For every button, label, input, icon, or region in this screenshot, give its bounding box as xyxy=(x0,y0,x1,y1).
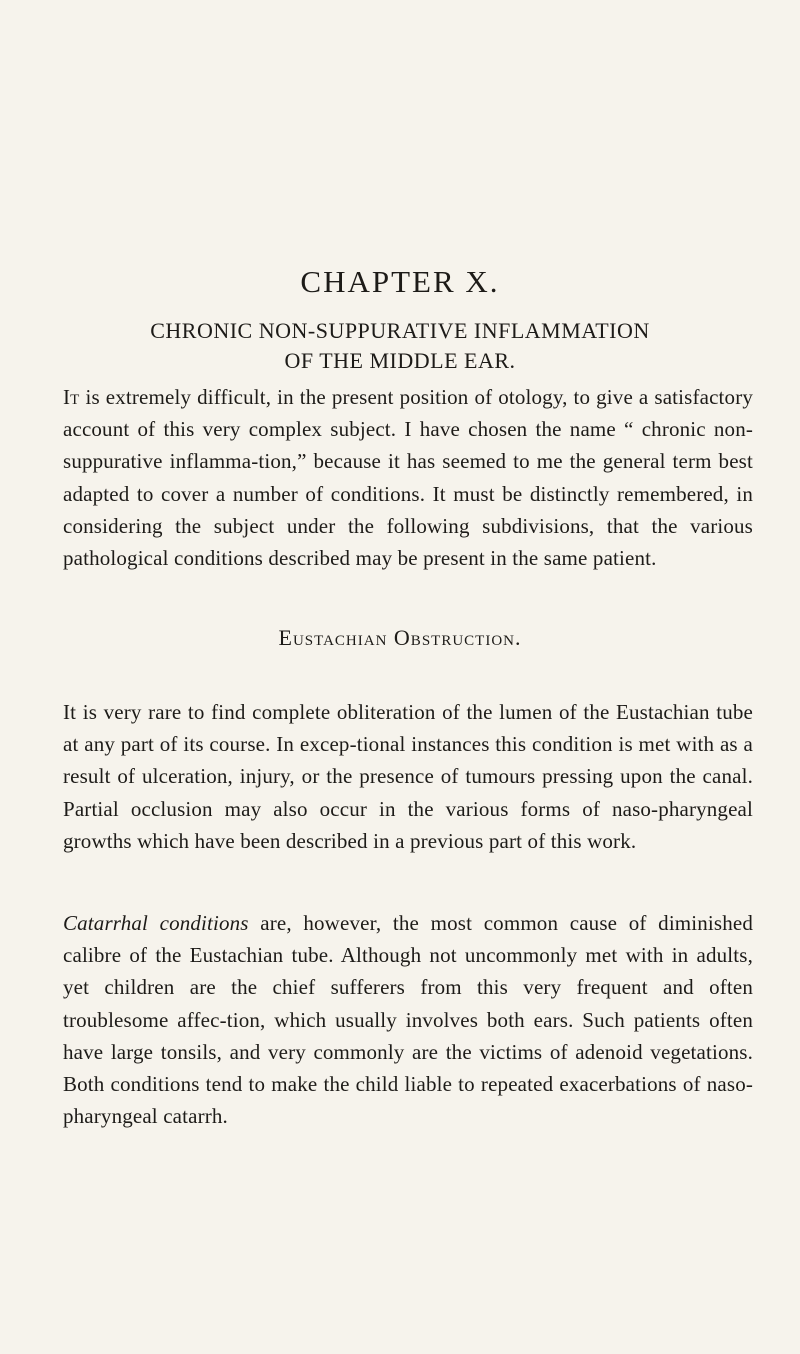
section-heading: Eustachian Obstruction. xyxy=(278,625,522,650)
intro-lead-word: It xyxy=(63,385,80,409)
chapter-title-line-2: OF THE MIDDLE EAR. xyxy=(284,348,516,373)
chapter-title xyxy=(0,316,800,376)
intro-text: is extremely difficult, in the present position of otology, to give a satisfactory account of this very complex subject. I have chosen the name “ chronic non-suppurative inflamma-tion,” because it has seemed to me the general term best adapted to cover a number of conditions. It must be distinctly remembered, in considering the subject under the following subdivisions, that the various pathological conditions described may be present in the same patient. xyxy=(63,385,753,571)
body-paragraph-2 xyxy=(63,907,753,1132)
chapter-heading: CHAPTER X. xyxy=(300,264,500,299)
intro-paragraph xyxy=(63,381,753,574)
italic-phrase: Catarrhal conditions xyxy=(63,911,249,935)
body-paragraph-2-text: are, however, the most common cause of diminished calibre of the Eustachian tube. Although not uncommonly met with in adults, yet children are the chief sufferers from this very frequent and often troublesome affec-tion, which usually involves both ears. Such patients often have large tonsils, and very commonly are the victims of adenoid vegetations. Both conditions tend to make the child liable to repeated exacerbations of naso-pharyngeal catarrh. xyxy=(63,911,753,1129)
body-paragraph-1: It is very rare to find complete obliteration of the lumen of the Eustachian tube at any part of its course. In excep-tional instances this condition is met with as a result of ulceration, injury, or the presence of tumours pressing upon the canal. Partial occlusion may also occur in the various forms of naso-pharyngeal growths which have been described in a previous part of this work. xyxy=(63,700,753,853)
chapter-title-line-1: CHRONIC NON-SUPPURATIVE INFLAMMATION xyxy=(150,318,650,343)
